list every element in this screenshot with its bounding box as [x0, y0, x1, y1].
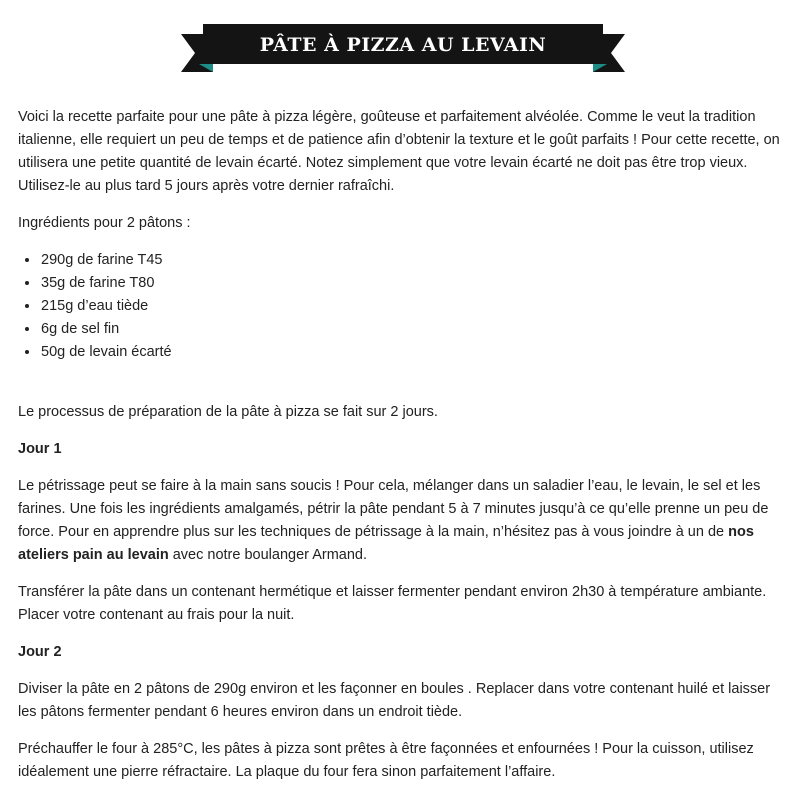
- ateliers-link[interactable]: nos ateliers pain au levain: [18, 524, 754, 563]
- article-body: [18, 106, 788, 798]
- list-item: • 215g d’eau tiède: [40, 295, 788, 318]
- list-item: • 290g de farine T45: [40, 249, 788, 272]
- ingredients-list: [18, 249, 788, 364]
- day1-paragraph-2: Transférer la pâte dans un contenant hermétique et laisser fermenter pendant environ 2h30 à température ambiante. Placer votre contenant au frais pour la nuit.: [18, 584, 767, 623]
- title-banner: [181, 20, 625, 72]
- day1-text-after: avec notre boulanger Armand.: [168, 547, 368, 563]
- list-item: • 50g de levain écarté: [40, 341, 788, 364]
- process-intro: Le processus de préparation de la pâte à pizza se fait sur 2 jours.: [18, 404, 438, 420]
- page-title: PÂTE À PIZZA AU LEVAIN: [259, 34, 547, 56]
- day1-text-before: Le pétrissage peut se faire à la main sans soucis ! Pour cela, mélanger dans un saladier l’eau, le levain, le sel et les farines. Une fois les ingrédients amalgamés, pétrir la pâte pendant 5 à 7 minutes jusqu’à ce qu’elle prenne un peu de force. Pour en apprendre plus sur les techniques de pétrissage à la main, n’hésitez pas à vous joindre à un de: [18, 478, 769, 540]
- day2-heading: Jour 2: [18, 644, 62, 660]
- day1-heading: Jour 1: [18, 441, 62, 457]
- list-item: • 6g de sel fin: [40, 318, 788, 341]
- intro-paragraph: Voici la recette parfaite pour une pâte à pizza légère, goûteuse et parfaitement alvéolée. Comme le veut la tradition italienne, elle requiert un peu de temps et de patience afin d’obtenir la texture et le goût parfaits ! Pour cette recette, on utilisera une petite quantité de levain écarté. Notez simplement que votre levain écarté ne doit pas être trop vieux. Utilisez-le au plus tard 5 jours après votre dernier rafraîchi.: [18, 109, 780, 194]
- day2-paragraph-2: Préchauffer le four à 285°C, les pâtes à pizza sont prêtes à être façonnées et enfournées ! Pour la cuisson, utilisez idéalement une pierre réfractaire. La plaque du four fera sinon parfaitement l’affaire.: [18, 741, 754, 780]
- day2-paragraph-1: Diviser la pâte en 2 pâtons de 290g environ et les façonner en boules . Replacer dans votre contenant huilé et laisser les pâtons fermenter pendant 6 heures environ dans un endroit tiède.: [18, 681, 771, 720]
- day1-paragraph-1: [18, 475, 788, 567]
- ingredients-heading: Ingrédients pour 2 pâtons :: [18, 215, 191, 231]
- list-item: • 35g de farine T80: [40, 272, 788, 295]
